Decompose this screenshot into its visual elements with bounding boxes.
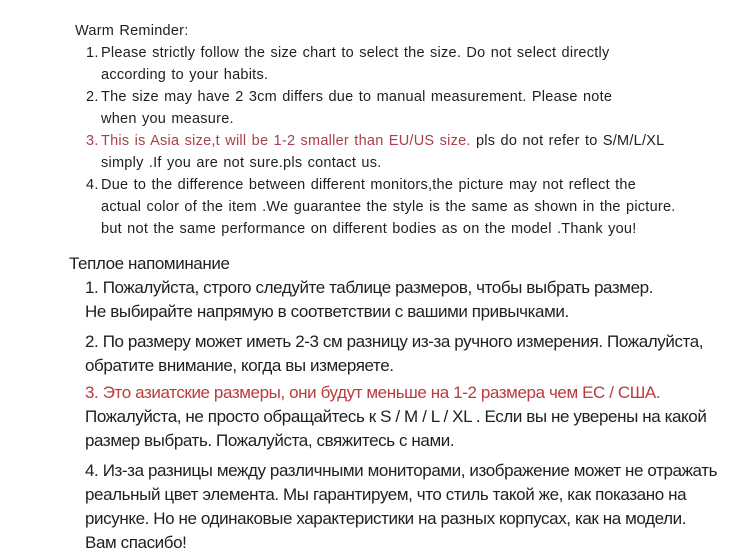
- text-line: [75, 174, 720, 196]
- text-line: Вам спасибо!: [85, 533, 187, 552]
- russian-item-4: [69, 459, 725, 555]
- text-line: but not the same performance on different bodies as on the model .Thank you!: [101, 221, 637, 237]
- text-line: 4. Из-за разницы между различными мониторами, изображение может не отражать: [85, 461, 718, 480]
- english-heading: Warm Reminder:: [75, 23, 189, 39]
- text-line: when you measure.: [101, 111, 234, 127]
- english-item-4: [75, 174, 720, 240]
- text-line: 1. Пожалуйста, строго следуйте таблице размеров, чтобы выбрать размер.: [85, 278, 654, 297]
- english-item-1: [75, 42, 720, 86]
- item-text: Please strictly follow the size chart to select the size. Do not select directly: [101, 45, 610, 61]
- item-number: 3.: [86, 133, 99, 149]
- russian-heading: Теплое напоминание: [69, 254, 230, 273]
- text-line: размер выбрать. Пожалуйста, свяжитесь с нами.: [85, 431, 455, 450]
- item-text: Due to the difference between different monitors,the picture may not reflect the: [101, 177, 637, 193]
- text-line: 2. По размеру может иметь 2-3 см разницу из-за ручного измерения. Пожалуйста,: [85, 332, 704, 351]
- text-line: according to your habits.: [101, 67, 269, 83]
- text-line: [75, 86, 720, 108]
- text-line: обратите внимание, когда вы измеряете.: [85, 356, 394, 375]
- item-text: pls do not refer to S/M/L/XL: [470, 133, 665, 149]
- text-line: рисунке. Но не одинаковые характеристики на разных корпусах, как на модели.: [85, 509, 687, 528]
- text-line: [75, 130, 720, 152]
- text-line: Не выбирайте напрямую в соответствии с вашими привычками.: [85, 302, 569, 321]
- russian-item-2: [69, 330, 725, 378]
- english-reminder-section: [75, 20, 720, 240]
- english-item-2: [75, 86, 720, 130]
- text-line: реальный цвет элемента. Мы гарантируем, что стиль такой же, как показано на: [85, 485, 687, 504]
- item-number: 1.: [86, 45, 99, 61]
- item-text-highlighted: This is Asia size,t will be 1-2 smaller than EU/US size.: [101, 133, 471, 149]
- text-line: simply .If you are not sure.pls contact us.: [101, 155, 382, 171]
- english-item-3: [75, 130, 720, 174]
- text-line: Пожалуйста, не просто обращайтесь к S / M / L / XL . Если вы не уверены на какой: [85, 407, 707, 426]
- text-line: actual color of the item .We guarantee the style is the same as shown in the picture.: [101, 199, 676, 215]
- text-line-highlighted: 3. Это азиатские размеры, они будут меньше на 1-2 размера чем ЕС / США.: [85, 383, 661, 402]
- russian-item-1: [69, 276, 725, 324]
- russian-reminder-section: [69, 252, 725, 555]
- item-text: The size may have 2 3cm differs due to manual measurement. Please note: [101, 89, 613, 105]
- russian-item-3: [69, 381, 725, 453]
- item-number: 2.: [86, 89, 99, 105]
- item-number: 4.: [86, 177, 99, 193]
- text-line: [75, 42, 720, 64]
